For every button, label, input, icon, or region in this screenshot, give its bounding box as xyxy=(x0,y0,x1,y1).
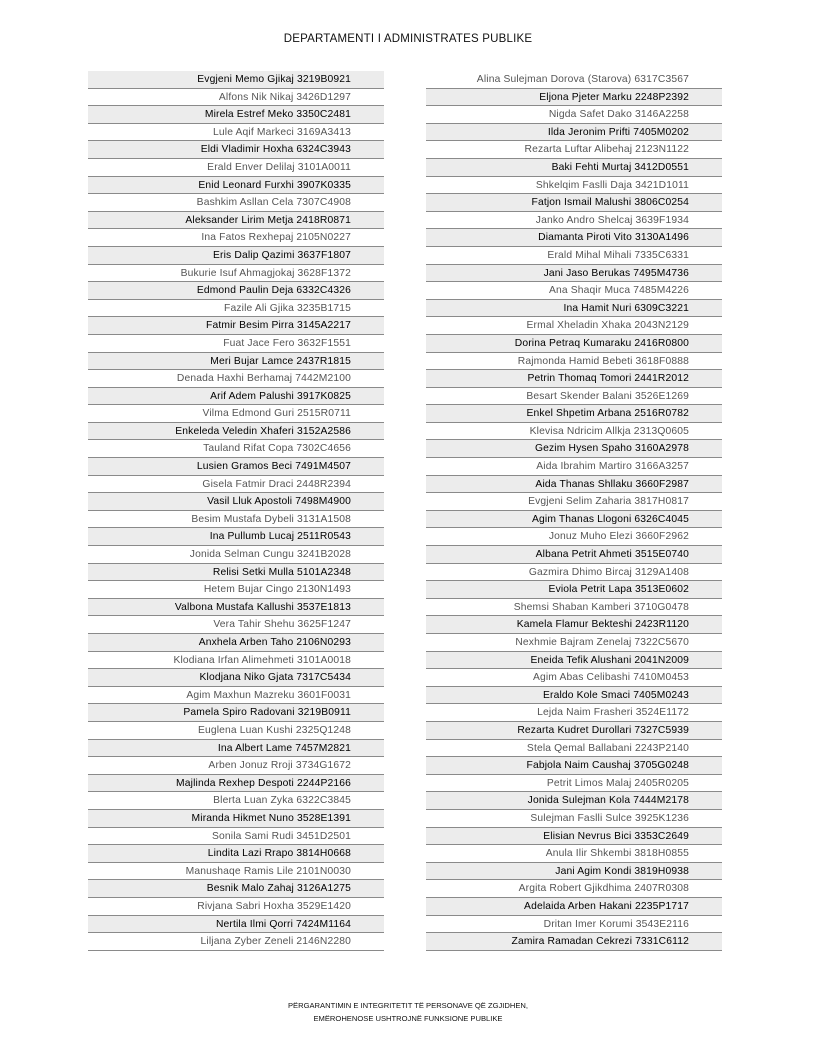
list-item: Bashkim Asllan Cela 7307C4908 xyxy=(88,194,384,212)
list-item: Stela Qemal Ballabani 2243P2140 xyxy=(426,740,722,758)
list-item: Anxhela Arben Taho 2106N0293 xyxy=(88,634,384,652)
list-item: Alfons Nik Nikaj 3426D1297 xyxy=(88,89,384,107)
list-item: Fuat Jace Fero 3632F1551 xyxy=(88,335,384,353)
list-item: Rezarta Kudret Durollari 7327C5939 xyxy=(426,722,722,740)
list-item: Relisi Setki Mulla 5101A2348 xyxy=(88,564,384,582)
list-item: Diamanta Piroti Vito 3130A1496 xyxy=(426,229,722,247)
list-item: Ina Pullumb Lucaj 2511R0543 xyxy=(88,528,384,546)
list-item: Manushaqe Ramis Lile 2101N0030 xyxy=(88,863,384,881)
list-item: Fatjon Ismail Malushi 3806C0254 xyxy=(426,194,722,212)
list-item: Jonida Selman Cungu 3241B2028 xyxy=(88,546,384,564)
left-name-column xyxy=(88,71,384,951)
list-item: Gisela Fatmir Draci 2448R2394 xyxy=(88,476,384,494)
list-item: Besim Mustafa Dybeli 3131A1508 xyxy=(88,511,384,529)
list-item: Valbona Mustafa Kallushi 3537E1813 xyxy=(88,599,384,617)
list-item: Sulejman Faslli Sulce 3925K1236 xyxy=(426,810,722,828)
list-item: Elisian Nevrus Bici 3353C2649 xyxy=(426,828,722,846)
list-item: Nexhmie Bajram Zenelaj 7322C5670 xyxy=(426,634,722,652)
list-item: Eris Dalip Qazimi 3637F1807 xyxy=(88,247,384,265)
list-item: Fazile Ali Gjika 3235B1715 xyxy=(88,300,384,318)
list-item: Albana Petrit Ahmeti 3515E0740 xyxy=(426,546,722,564)
list-item: Arif Adem Palushi 3917K0825 xyxy=(88,388,384,406)
list-item: Dritan Imer Korumi 3543E2116 xyxy=(426,916,722,934)
list-item: Gezim Hysen Spaho 3160A2978 xyxy=(426,440,722,458)
list-item: Lejda Naim Frasheri 3524E1172 xyxy=(426,704,722,722)
list-item: Lindita Lazi Rrapo 3814H0668 xyxy=(88,845,384,863)
list-item: Janko Andro Shelcaj 3639F1934 xyxy=(426,212,722,230)
list-item: Anula Ilir Shkembi 3818H0855 xyxy=(426,845,722,863)
list-item: Aleksander Lirim Metja 2418R0871 xyxy=(88,212,384,230)
list-item: Dorina Petraq Kumaraku 2416R0800 xyxy=(426,335,722,353)
list-item: Ina Fatos Rexhepaj 2105N0227 xyxy=(88,229,384,247)
list-item: Eljona Pjeter Marku 2248P2392 xyxy=(426,89,722,107)
list-item: Aida Thanas Shllaku 3660F2987 xyxy=(426,476,722,494)
list-item: Besnik Malo Zahaj 3126A1275 xyxy=(88,880,384,898)
list-item: Enkel Shpetim Arbana 2516R0782 xyxy=(426,405,722,423)
list-item: Rajmonda Hamid Bebeti 3618F0888 xyxy=(426,353,722,371)
page-footer xyxy=(0,999,816,1025)
list-item: Agim Thanas Llogoni 6326C4045 xyxy=(426,511,722,529)
list-item: Kamela Flamur Bekteshi 2423R1120 xyxy=(426,616,722,634)
list-item: Miranda Hikmet Nuno 3528E1391 xyxy=(88,810,384,828)
list-item: Evgjeni Memo Gjikaj 3219B0921 xyxy=(88,71,384,89)
list-item: Ilda Jeronim Prifti 7405M0202 xyxy=(426,124,722,142)
list-item: Majlinda Rexhep Despoti 2244P2166 xyxy=(88,775,384,793)
list-item: Rezarta Luftar Alibehaj 2123N1122 xyxy=(426,141,722,159)
list-item: Aida Ibrahim Martiro 3166A3257 xyxy=(426,458,722,476)
list-item: Jani Agim Kondi 3819H0938 xyxy=(426,863,722,881)
list-item: Jonida Sulejman Kola 7444M2178 xyxy=(426,792,722,810)
list-item: Petrit Limos Malaj 2405R0205 xyxy=(426,775,722,793)
list-item: Tauland Rifat Copa 7302C4656 xyxy=(88,440,384,458)
list-item: Mirela Estref Meko 3350C2481 xyxy=(88,106,384,124)
list-item: Eraldo Kole Smaci 7405M0243 xyxy=(426,687,722,705)
list-item: Eviola Petrit Lapa 3513E0602 xyxy=(426,581,722,599)
list-item: Jonuz Muho Elezi 3660F2962 xyxy=(426,528,722,546)
list-item: Gazmira Dhimo Bircaj 3129A1408 xyxy=(426,564,722,582)
list-item: Petrin Thomaq Tomori 2441R2012 xyxy=(426,370,722,388)
list-item: Vera Tahir Shehu 3625F1247 xyxy=(88,616,384,634)
list-item: Enid Leonard Furxhi 3907K0335 xyxy=(88,177,384,195)
list-item: Erald Mihal Mihali 7335C6331 xyxy=(426,247,722,265)
list-item: Agim Abas Celibashi 7410M0453 xyxy=(426,669,722,687)
list-item: Enkeleda Veledin Xhaferi 3152A2586 xyxy=(88,423,384,441)
list-item: Nigda Safet Dako 3146A2258 xyxy=(426,106,722,124)
list-item: Baki Fehti Murtaj 3412D0551 xyxy=(426,159,722,177)
list-item: Klodjana Niko Gjata 7317C5434 xyxy=(88,669,384,687)
list-item: Adelaida Arben Hakani 2235P1717 xyxy=(426,898,722,916)
list-item: Eneida Tefik Alushani 2041N2009 xyxy=(426,652,722,670)
list-item: Ermal Xheladin Xhaka 2043N2129 xyxy=(426,317,722,335)
list-item: Shemsi Shaban Kamberi 3710G0478 xyxy=(426,599,722,617)
list-item: Denada Haxhi Berhamaj 7442M2100 xyxy=(88,370,384,388)
list-item: Rivjana Sabri Hoxha 3529E1420 xyxy=(88,898,384,916)
list-item: Besart Skender Balani 3526E1269 xyxy=(426,388,722,406)
list-item: Vilma Edmond Guri 2515R0711 xyxy=(88,405,384,423)
list-item: Evgjeni Selim Zaharia 3817H0817 xyxy=(426,493,722,511)
page-title: DEPARTAMENTI I ADMINISTRATES PUBLIKE xyxy=(283,33,533,45)
list-item: Shkelqim Faslli Daja 3421D1011 xyxy=(426,177,722,195)
list-item: Argita Robert Gjikdhima 2407R0308 xyxy=(426,880,722,898)
list-item: Liljana Zyber Zeneli 2146N2280 xyxy=(88,933,384,951)
list-item: Vasil Lluk Apostoli 7498M4900 xyxy=(88,493,384,511)
list-item: Edmond Paulin Deja 6332C4326 xyxy=(88,282,384,300)
list-item: Fabjola Naim Caushaj 3705G0248 xyxy=(426,757,722,775)
list-item: Ina Albert Lame 7457M2821 xyxy=(88,740,384,758)
footer-line-1: PËRGARANTIMIN E INTEGRITETIT TË PERSONAVE QË ZGJIDHEN, xyxy=(287,1001,529,1010)
list-item: Meri Bujar Lamce 2437R1815 xyxy=(88,353,384,371)
footer-line-2: EMËROHENOSE USHTROJNË FUNKSIONE PUBLIKE xyxy=(313,1014,503,1023)
list-item: Hetem Bujar Cingo 2130N1493 xyxy=(88,581,384,599)
list-item: Pamela Spiro Radovani 3219B0911 xyxy=(88,704,384,722)
list-item: Klevisa Ndricim Allkja 2313Q0605 xyxy=(426,423,722,441)
list-item: Nertila Ilmi Qorri 7424M1164 xyxy=(88,916,384,934)
list-item: Ina Hamit Nuri 6309C3221 xyxy=(426,300,722,318)
list-item: Arben Jonuz Rroji 3734G1672 xyxy=(88,757,384,775)
list-item: Ana Shaqir Muca 7485M4226 xyxy=(426,282,722,300)
list-item: Zamira Ramadan Cekrezi 7331C6112 xyxy=(426,933,722,951)
list-item: Euglena Luan Kushi 2325Q1248 xyxy=(88,722,384,740)
list-item: Klodiana Irfan Alimehmeti 3101A0018 xyxy=(88,652,384,670)
list-item: Blerta Luan Zyka 6322C3845 xyxy=(88,792,384,810)
list-item: Jani Jaso Berukas 7495M4736 xyxy=(426,265,722,283)
list-item: Lule Aqif Markeci 3169A3413 xyxy=(88,124,384,142)
right-name-column xyxy=(426,71,722,951)
list-item: Alina Sulejman Dorova (Starova) 6317C3567 xyxy=(426,71,722,89)
list-item: Bukurie Isuf Ahmagjokaj 3628F1372 xyxy=(88,265,384,283)
list-item: Erald Enver Delilaj 3101A0011 xyxy=(88,159,384,177)
list-item: Fatmir Besim Pirra 3145A2217 xyxy=(88,317,384,335)
list-item: Sonila Sami Rudi 3451D2501 xyxy=(88,828,384,846)
list-item: Lusien Gramos Beci 7491M4507 xyxy=(88,458,384,476)
list-item: Eldi Vladimir Hoxha 6324C3943 xyxy=(88,141,384,159)
list-item: Agim Maxhun Mazreku 3601F0031 xyxy=(88,687,384,705)
